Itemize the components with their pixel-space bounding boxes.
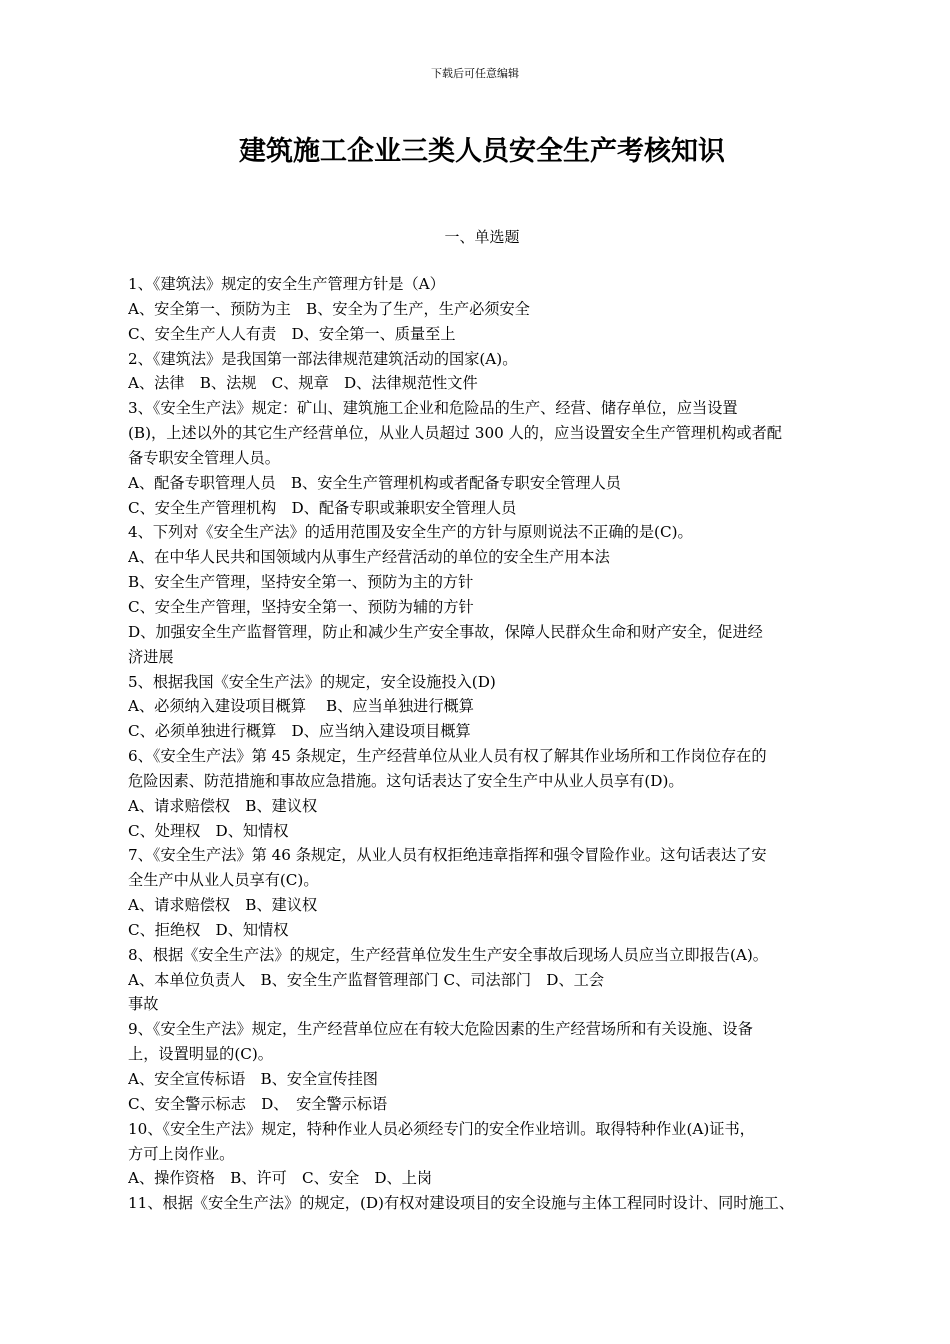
text-line: 济进展 [128, 647, 174, 666]
text-line: 9、《安全生产法》规定，生产经营单位应在有较大危险因素的生产经营场所和有关设施、设备 [128, 1020, 753, 1039]
text-line: 备专职安全管理人员。 [128, 448, 280, 467]
text-line: 危险因素、防范措施和事故应急措施。这句话表达了安全生产中从业人员享有(D)。 [128, 771, 684, 790]
text-line: A、配备专职管理人员 B、安全生产管理机构或者配备专职安全管理人员 [128, 473, 621, 492]
text-line: C、必须单独进行概算 D、应当纳入建设项目概算 [128, 722, 471, 741]
text-line: 2、《建筑法》是我国第一部法律规范建筑活动的国家(A)。 [128, 349, 518, 368]
text-line: 5、根据我国《安全生产法》的规定，安全设施投入(D) [128, 672, 496, 691]
text-line: 方可上岗作业。 [128, 1144, 235, 1163]
text-line: 3、《安全生产法》规定：矿山、建筑施工企业和危险品的生产、经营、储存单位，应当设置 [128, 399, 738, 418]
text-line: 6、《安全生产法》第 45 条规定，生产经营单位从业人员有权了解其作业场所和工作岗位存在的 [128, 747, 767, 766]
text-line: (B)，上述以外的其它生产经营单位，从业人员超过 300 人的，应当设置安全生产管理机构或者配 [128, 424, 782, 443]
text-line: 事故 [128, 995, 159, 1014]
section-heading: 一、单选题 [444, 228, 520, 246]
text-line: 上，设置明显的(C)。 [128, 1045, 273, 1064]
text-line: 8、根据《安全生产法》的规定，生产经营单位发生生产安全事故后现场人员应当立即报告(A)。 [128, 945, 768, 964]
text-line: A、操作资格 B、许可 C、安全 D、上岗 [128, 1169, 433, 1188]
text-line: 4、下列对《安全生产法》的适用范围及安全生产的方针与原则说法不正确的是(C)。 [128, 523, 693, 542]
text-line: B、安全生产管理，坚持安全第一、预防为主的方针 [128, 573, 474, 592]
text-line: A、本单位负责人 B、安全生产监督管理部门 C、司法部门 D、工会 [128, 970, 605, 989]
document-title: 建筑施工企业三类人员安全生产考核知识 [239, 136, 725, 167]
text-line: A、安全宣传标语 B、安全宣传挂图 [128, 1070, 378, 1088]
text-line: A、在中华人民共和国领域内从事生产经营活动的单位的安全生产用本法 [128, 548, 610, 567]
text-line: 1、《建筑法》规定的安全生产管理方针是（A） [128, 275, 445, 293]
text-line: C、拒绝权 D、知情权 [128, 920, 289, 939]
text-line: A、请求赔偿权 B、建议权 [128, 796, 318, 815]
text-line: C、安全生产人人有责 D、安全第一、质量至上 [128, 324, 456, 343]
text-line: A、安全第一、预防为主 B、安全为了生产，生产必须安全 [128, 299, 530, 318]
text-line: C、处理权 D、知情权 [128, 821, 289, 840]
text-line: 全生产中从业人员享有(C)。 [128, 871, 319, 890]
text-line: A、法律 B、法规 C、规章 D、法律规范性文件 [128, 374, 478, 393]
text-line: 7、《安全生产法》第 46 条规定，从业人员有权拒绝违章指挥和强令冒险作业。这句话表达了安 [128, 846, 767, 865]
text-line: C、安全生产管理，坚持安全第一、预防为辅的方针 [128, 597, 474, 616]
text-line: 11、根据《安全生产法》的规定，(D)有权对建设项目的安全设施与主体工程同时设计、同时施工、 [128, 1194, 795, 1213]
text-line: A、请求赔偿权 B、建议权 [128, 896, 318, 915]
text-line: 10、《安全生产法》规定，特种作业人员必须经专门的安全作业培训。取得特种作业(A)证书， [128, 1119, 755, 1138]
text-line: C、安全生产管理机构 D、配备专职或兼职安全管理人员 [128, 498, 517, 517]
text-line: A、必须纳入建设项目概算 B、应当单独进行概算 [128, 697, 474, 716]
header-note: 下载后可任意编辑 [431, 67, 519, 80]
text-line: C、安全警示标志 D、 安全警示标语 [128, 1094, 388, 1113]
question-list [128, 272, 850, 1216]
text-line: D、加强安全生产监督管理，防止和减少生产安全事故，保障人民群众生命和财产安全，促进经 [128, 622, 763, 641]
